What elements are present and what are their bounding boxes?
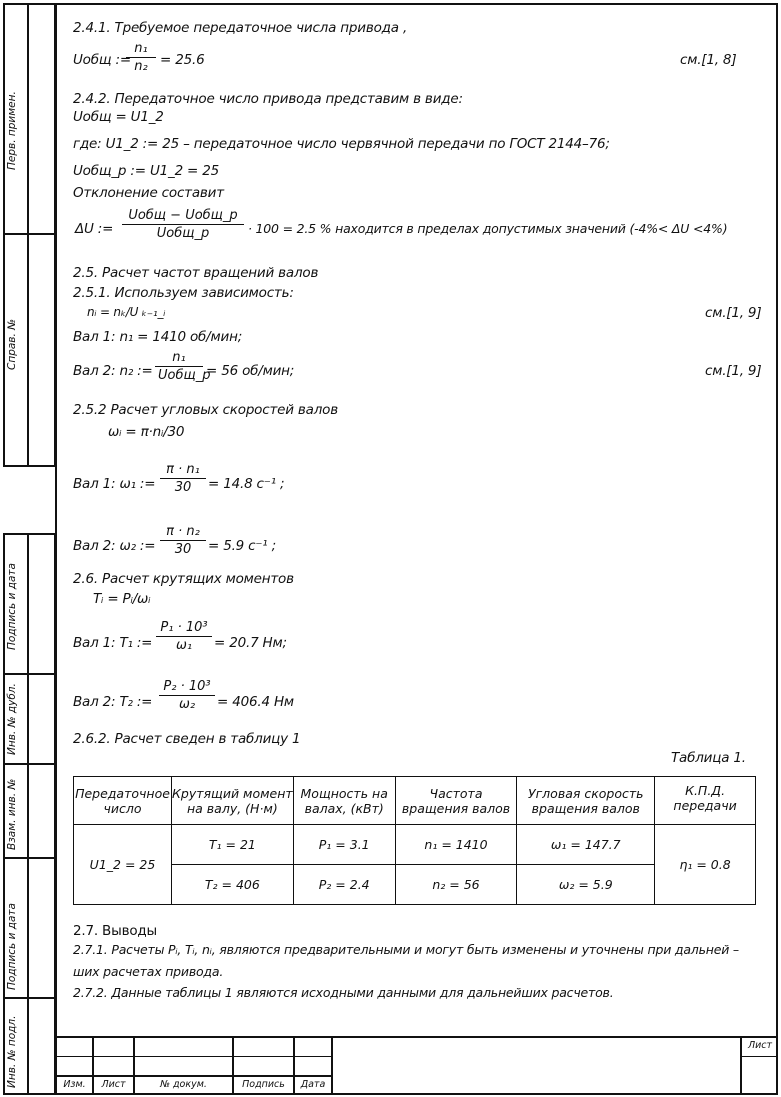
- th-torque: Крутящий момент на валу, (Н·м): [171, 777, 293, 825]
- val2-t-rhs: = 406.4 Нм: [217, 694, 294, 710]
- stamp-col-5: [331, 1036, 333, 1095]
- val1-w-num: π · n₁: [166, 462, 200, 477]
- omega-formula: ωᵢ = π·nᵢ/30: [108, 424, 185, 440]
- val1-w-den: 30: [174, 480, 192, 495]
- side-label-perv-primen: Перв. примен.: [6, 91, 18, 170]
- val1-n: Вал 1: n₁ = 1410 об/мин;: [73, 329, 243, 345]
- side-label-podpis-data-2: Подпись и дата: [6, 903, 18, 990]
- u-obsh-p: Uобщ_р := U1_2 = 25: [73, 163, 220, 179]
- u-obsh-lhs: Uобщ :=: [73, 52, 131, 68]
- cell-t1: T₁ = 21: [171, 825, 293, 865]
- val2-n-fraction: [155, 350, 211, 383]
- side-label-podpis-data-1: Подпись и дата: [6, 563, 18, 650]
- u-equation: Uобщ = U1_2: [73, 109, 164, 125]
- section-2-5: 2.5. Расчет частот вращений валов: [73, 265, 319, 281]
- ref-1-9b: см.[1, 9]: [705, 363, 762, 379]
- section-2-7: 2.7. Выводы: [73, 923, 157, 939]
- side-label-inv-dubl: Инв. № дубл.: [6, 683, 18, 755]
- cell-w1: ω₁ = 147.7: [517, 825, 655, 865]
- side-col-divider-top: [27, 3, 29, 467]
- u-obsh-den: n₂: [134, 59, 148, 74]
- side-column-outer: [3, 3, 56, 467]
- stamp-list-box-mid: [740, 1056, 778, 1057]
- section-2-4-1: 2.4.1. Требуемое передаточное числа привода ,: [73, 20, 408, 36]
- stamp-top-line: [55, 1036, 778, 1038]
- val2-w-rhs: = 5.9 c⁻¹ ;: [208, 538, 276, 554]
- val2-n-den: Uобщ_р: [158, 368, 211, 383]
- val2-n-num: n₁: [172, 350, 186, 365]
- val1-t-num: P₁ · 10³: [160, 620, 208, 635]
- stamp-izm: Изм.: [63, 1079, 86, 1090]
- val2-t-fraction: [159, 679, 215, 712]
- th-ratio: Передаточное число: [74, 777, 172, 825]
- th-efficiency: К.П.Д. передачи: [655, 777, 756, 825]
- side-divider-5: [3, 997, 56, 999]
- val1-t-lhs: Вал 1: T₁ :=: [73, 635, 153, 651]
- u-obsh-num: n₁: [134, 41, 148, 56]
- ref-1-8: см.[1, 8]: [680, 52, 737, 68]
- stamp-data: Дата: [300, 1079, 326, 1090]
- section-2-5-2: 2.5.2 Расчет угловых скоростей валов: [73, 402, 338, 418]
- section-2-7-1: 2.7.1. Расчеты Pᵢ, Tᵢ, nᵢ, являются предварительными и могут быть изменены и уточнены при дальней –: [73, 942, 739, 957]
- u-obsh-rhs: = 25.6: [160, 52, 205, 68]
- val1-t-fraction: [156, 620, 212, 653]
- side-label-inv-podl: Инв. № подл.: [6, 1015, 18, 1088]
- val1-t-rhs: = 20.7 Нм;: [214, 635, 287, 651]
- section-2-7-2: 2.7.2. Данные таблицы 1 являются исходными данными для дальнейших расчетов.: [73, 985, 614, 1000]
- cell-t2: T₂ = 406: [171, 865, 293, 905]
- val2-t-num: P₂ · 10³: [163, 679, 211, 694]
- table-caption: Таблица 1.: [671, 750, 746, 766]
- table-row: [74, 825, 756, 865]
- u-obsh-fraction: [126, 41, 156, 74]
- val2-w-fraction: [160, 524, 206, 557]
- stamp-row-1: [55, 1056, 331, 1057]
- cell-p2: P₂ = 2.4: [293, 865, 395, 905]
- val2-w-den: 30: [174, 542, 192, 557]
- cell-w2: ω₂ = 5.9: [517, 865, 655, 905]
- cell-eta: η₁ = 0.8: [655, 825, 756, 905]
- stamp-list-label: Лист: [747, 1040, 773, 1051]
- stamp-row-2: [55, 1075, 331, 1077]
- val2-t-den: ω₂: [178, 697, 196, 712]
- du-den: Uобщ_р: [156, 226, 210, 241]
- stamp-podpis: Подпись: [242, 1079, 285, 1090]
- table-row: [74, 865, 756, 905]
- stamp-list: Лист: [101, 1079, 126, 1090]
- ref-1-9a: см.[1, 9]: [705, 305, 762, 321]
- side-divider-1: [3, 233, 56, 235]
- val2-n-rhs: = 56 об/мин;: [206, 363, 295, 379]
- du-num: Uобщ − Uобщ_р: [128, 208, 238, 223]
- cell-u12: U1_2 = 25: [74, 825, 172, 905]
- section-2-5-1: 2.5.1. Используем зависимость:: [73, 285, 294, 301]
- otklonenie: Отклонение составит: [73, 185, 224, 201]
- section-2-4-2: 2.4.2. Передаточное число привода представим в виде:: [73, 91, 463, 107]
- th-angular: Угловая скорость вращения валов: [517, 777, 655, 825]
- gde-line: где: U1_2 := 25 – передаточное число червячной передачи по ГОСТ 2144–76;: [73, 136, 610, 152]
- val2-w-lhs: Вал 2: ω₂ :=: [73, 538, 156, 554]
- cell-n1: n₁ = 1410: [395, 825, 517, 865]
- du-lhs: ΔU :=: [75, 221, 114, 237]
- section-2-7-1-cont: ших расчетах привода.: [73, 964, 224, 979]
- section-2-6-2: 2.6.2. Расчет сведен в таблицу 1: [73, 731, 301, 747]
- stamp-dokum: № докум.: [160, 1079, 207, 1090]
- val2-w-num: π · n₂: [166, 524, 200, 539]
- val1-w-rhs: = 14.8 c⁻¹ ;: [208, 476, 285, 492]
- val1-w-lhs: Вал 1: ω₁ :=: [73, 476, 156, 492]
- side-label-sprav-no: Справ. №: [6, 318, 18, 370]
- dependency-formula: nᵢ = nₖ/U ₖ₋₁_ᵢ: [87, 305, 166, 319]
- val2-t-lhs: Вал 2: T₂ :=: [73, 694, 153, 710]
- table-header-row: [74, 777, 756, 825]
- du-rhs: · 100 = 2.5 % находится в пределах допустимых значений (-4%< ΔU <4%): [248, 221, 728, 236]
- side-col-divider-bottom: [27, 533, 29, 1095]
- val2-n-lhs: Вал 2: n₂ :=: [73, 363, 153, 379]
- th-frequency: Частота вращения валов: [395, 777, 517, 825]
- val1-t-den: ω₁: [175, 638, 193, 653]
- du-fraction: [122, 208, 244, 241]
- torque-formula: Tᵢ = Pᵢ/ωᵢ: [93, 591, 151, 607]
- results-table: [73, 776, 756, 905]
- side-divider-3: [3, 763, 56, 765]
- side-divider-4: [3, 857, 56, 859]
- val1-w-fraction: [160, 462, 206, 495]
- cell-p1: P₁ = 3.1: [293, 825, 395, 865]
- side-divider-2: [3, 673, 56, 675]
- section-2-6: 2.6. Расчет крутящих моментов: [73, 571, 294, 587]
- side-label-vzam-inv: Взам. инв. №: [6, 778, 18, 850]
- cell-n2: n₂ = 56: [395, 865, 517, 905]
- th-power: Мощность на валах, (кВт): [293, 777, 395, 825]
